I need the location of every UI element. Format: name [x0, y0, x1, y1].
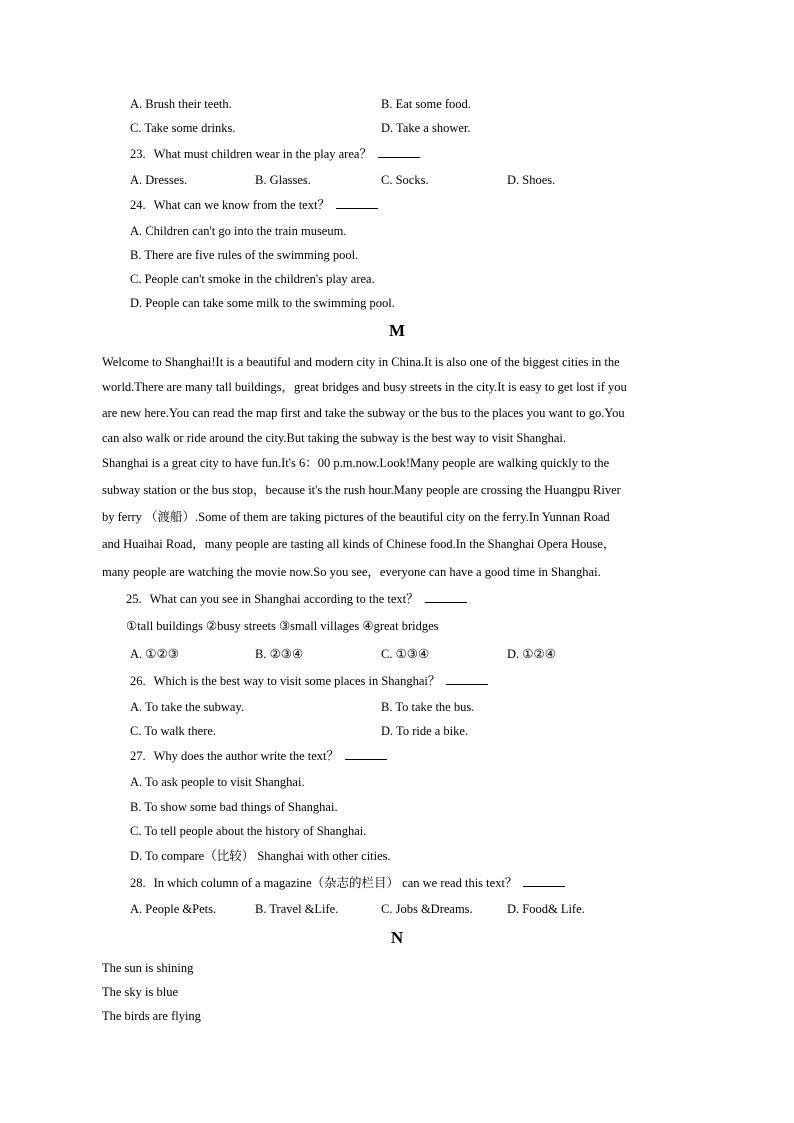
passage-m-line: subway station or the bus stop，because it's the rush hour.Many people are crossing the Huangpu River	[102, 483, 621, 497]
q26-option-c: C. To walk there.	[130, 724, 217, 738]
q25-option-b: B. ②③④	[255, 647, 304, 661]
q27-question	[130, 748, 387, 764]
q25-text: What can you see in Shanghai according to the text？	[149, 592, 419, 606]
q24-question	[130, 197, 378, 213]
q27-option-d: D. To compare（比较） Shanghai with other cities.	[130, 849, 391, 863]
q28-number: 28.	[130, 876, 146, 890]
passage-m-line: many people are watching the movie now.So you see，everyone can have a good time in Shanghai.	[102, 565, 601, 579]
q28-option-c: C. Jobs &Dreams.	[381, 902, 473, 916]
passage-m-line: Shanghai is a great city to have fun.It's 6：00 p.m.now.Look!Many people are walking quickly to the	[102, 456, 610, 470]
q25-option-d: D. ①②④	[507, 647, 556, 661]
q25-number: 25.	[126, 592, 142, 606]
q25-option-c: C. ①③④	[381, 647, 430, 661]
q27-text: Why does the author write the text？	[153, 749, 339, 763]
q26-option-b: B. To take the bus.	[381, 700, 475, 714]
q23-option-c: C. Socks.	[381, 173, 429, 187]
q23-number: 23.	[130, 147, 146, 161]
passage-m-line: world.There are many tall buildings，great bridges and busy streets in the city.It is easy to get lost if you	[102, 380, 627, 394]
q23-question	[130, 146, 420, 162]
poem-n-line: The sun is shining	[102, 961, 194, 975]
q24-option-c: C. People can't smoke in the children's play area.	[130, 272, 375, 286]
q25-items: ①tall buildings ②busy streets ③small villages ④great bridges	[126, 619, 439, 633]
q26-option-d: D. To ride a bike.	[381, 724, 469, 738]
q28-option-b: B. Travel &Life.	[255, 902, 339, 916]
q26-option-a: A. To take the subway.	[130, 700, 245, 714]
section-n-title: N	[390, 928, 404, 947]
q23-option-b: B. Glasses.	[255, 173, 311, 187]
q27-option-c: C. To tell people about the history of Shanghai.	[130, 824, 367, 838]
passage-m-line: can also walk or ride around the city.But taking the subway is the best way to visit Shanghai.	[102, 431, 567, 445]
q28-option-d: D. Food& Life.	[507, 902, 585, 916]
q27-number: 27.	[130, 749, 146, 763]
q27-answer-blank[interactable]	[345, 748, 387, 760]
q24-number: 24.	[130, 198, 146, 212]
passage-m-line: and Huaihai Road，many people are tasting all kinds of Chinese food.In the Shanghai Opera House，	[102, 537, 616, 551]
q26-answer-blank[interactable]	[446, 673, 488, 685]
poem-n-line: The birds are flying	[102, 1009, 201, 1023]
q22-option-d: D. Take a shower.	[381, 121, 471, 135]
q25-answer-blank[interactable]	[425, 591, 467, 603]
section-m-title: M	[388, 321, 406, 340]
q28-answer-blank[interactable]	[523, 875, 565, 887]
q23-answer-blank[interactable]	[378, 146, 420, 158]
q25-option-a: A. ①②③	[130, 647, 179, 661]
q24-option-a: A. Children can't go into the train museum.	[130, 224, 347, 238]
q28-text: In which column of a magazine（杂志的栏目） can we read this text？	[153, 876, 518, 890]
q24-option-b: B. There are five rules of the swimming pool.	[130, 248, 359, 262]
q23-option-a: A. Dresses.	[130, 173, 188, 187]
q23-text: What must children wear in the play area？	[153, 147, 372, 161]
q23-option-d: D. Shoes.	[507, 173, 556, 187]
q27-option-b: B. To show some bad things of Shanghai.	[130, 800, 338, 814]
poem-n-line: The sky is blue	[102, 985, 179, 999]
q24-text: What can we know from the text？	[153, 198, 330, 212]
q25-question	[126, 591, 467, 607]
q22-option-c: C. Take some drinks.	[130, 121, 236, 135]
passage-m-line: are new here.You can read the map first and take the subway or the bus to the places you want to go.You	[102, 406, 625, 420]
q26-text: Which is the best way to visit some places in Shanghai？	[153, 674, 441, 688]
q26-number: 26.	[130, 674, 146, 688]
q27-option-a: A. To ask people to visit Shanghai.	[130, 775, 305, 789]
q24-option-d: D. People can take some milk to the swimming pool.	[130, 296, 395, 310]
passage-m-line: Welcome to Shanghai!It is a beautiful and modern city in China.It is also one of the biggest cities in the	[102, 355, 620, 369]
q22-option-b: B. Eat some food.	[381, 97, 471, 111]
q28-option-a: A. People &Pets.	[130, 902, 217, 916]
q24-answer-blank[interactable]	[336, 197, 378, 209]
q26-question	[130, 673, 488, 689]
q28-question	[130, 875, 565, 891]
q22-option-a: A. Brush their teeth.	[130, 97, 232, 111]
passage-m-line: by ferry （渡船）.Some of them are taking pictures of the beautiful city on the ferry.In Yunnan Road	[102, 510, 610, 524]
